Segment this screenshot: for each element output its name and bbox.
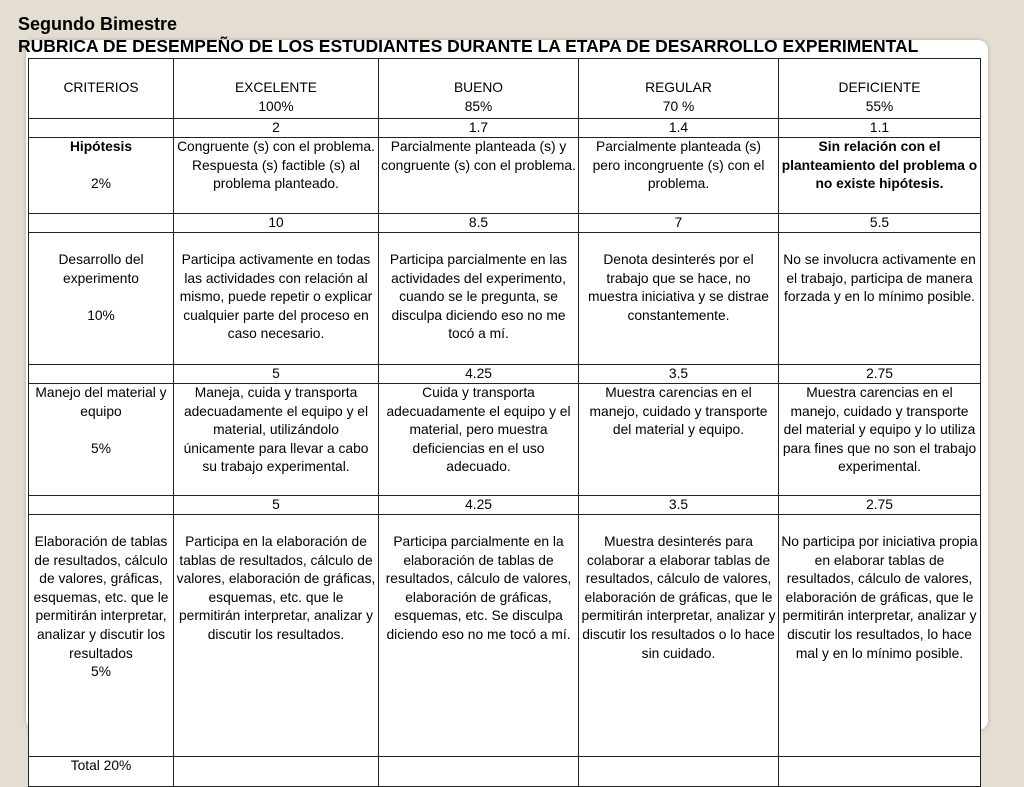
criterion-weight: 5% — [91, 440, 111, 456]
total-label: Total 20% — [29, 757, 174, 787]
points-cell: 7 — [579, 214, 779, 233]
points-cell: 5 — [174, 365, 379, 384]
points-cell: 1.7 — [379, 119, 579, 138]
criterion-name: Hipótesis — [69, 139, 133, 154]
criterion-row — [29, 515, 981, 757]
descriptor-deficiente: Muestra carencias en el manejo, cuidado y transporte del material y equipo y lo utiliza para fines que no son el trabajo experimental. — [779, 384, 981, 496]
total-row — [29, 757, 981, 787]
total-cell — [379, 757, 579, 787]
descriptor-excelente: Maneja, cuida y transporta adecuadamente el equipo y el material, utilizándolo únicamente para llevar a cabo su trabajo experimental. — [174, 384, 379, 496]
descriptor-regular: Parcialmente planteada (s) pero incongruente (s) con el problema. — [579, 138, 779, 214]
points-blank — [29, 496, 174, 515]
page-title: Segundo Bimestre — [18, 14, 178, 34]
points-cell: 10 — [174, 214, 379, 233]
descriptor-bueno: Participa parcialmente en las actividades del experimento, cuando se le pregunta, se disculpa diciendo eso no me tocó a mí. — [379, 233, 579, 365]
total-cell — [779, 757, 981, 787]
criterion-name: Desarrollo del experimento — [58, 252, 144, 286]
header-bueno: BUENO 85% — [379, 59, 579, 119]
points-cell: 5.5 — [779, 214, 981, 233]
criterion-cell — [29, 233, 174, 365]
points-cell: 2 — [174, 119, 379, 138]
points-blank — [29, 214, 174, 233]
criterion-weight: 5% — [91, 664, 111, 680]
criterion-name: Manejo del material y equipo — [35, 385, 167, 419]
criterion-weight: 2% — [91, 176, 111, 192]
descriptor-bueno: Parcialmente planteada (s) y congruente (s) con el problema. — [379, 138, 579, 214]
descriptor-deficiente: No participa por iniciativa propia en elaborar tablas de resultados, cálculo de valores, elaboración de gráficas, que le permitirán interpretar, analizar y discutir los resultados, lo hace mal y en lo mínimo posible. — [779, 515, 981, 757]
slide-heading — [18, 13, 1024, 57]
descriptor-excelente: Congruente (s) con el problema. Respuesta (s) factible (s) al problema planteado. — [174, 138, 379, 214]
descriptor-excelente: Participa en la elaboración de tablas de resultados, cálculo de valores, elaboración de gráficas, esquemas, etc. que le permitirán interpretar, analizar y discutir los resultados. — [174, 515, 379, 757]
descriptor-excelente: Participa activamente en todas las actividades con relación al mismo, puede repetir o explicar cualquier parte del proceso en caso necesario. — [174, 233, 379, 365]
header-excelente: EXCELENTE 100% — [174, 59, 379, 119]
points-cell: 4.25 — [379, 365, 579, 384]
criterion-row — [29, 233, 981, 365]
descriptor-bueno: Participa parcialmente en la elaboración de tablas de resultados, cálculo de valores, elaboración de gráficas, esquemas, etc. Se disculpa diciendo eso no me tocó a mí. — [379, 515, 579, 757]
points-cell: 3.5 — [579, 365, 779, 384]
points-cell: 4.25 — [379, 496, 579, 515]
total-cell — [174, 757, 379, 787]
criterion-row — [29, 138, 981, 214]
points-cell: 3.5 — [579, 496, 779, 515]
points-cell: 1.1 — [779, 119, 981, 138]
points-row — [29, 365, 981, 384]
points-cell: 2.75 — [779, 496, 981, 515]
header-regular: REGULAR 70 % — [579, 59, 779, 119]
points-row — [29, 214, 981, 233]
criterion-row — [29, 384, 981, 496]
descriptor-regular: Muestra carencias en el manejo, cuidado y transporte del material y equipo. — [579, 384, 779, 496]
criterion-name: Elaboración de tablas de resultados, cálculo de valores, gráficas, esquemas, etc. que le permitirán interpretar, analizar y discutir los resultados — [33, 534, 169, 661]
header-row — [29, 59, 981, 119]
descriptor-regular: Denota desinterés por el trabajo que se hace, no muestra iniciativa y se distrae constantemente. — [579, 233, 779, 365]
descriptor-deficiente: No se involucra activamente en el trabajo, participa de manera forzada y en lo mínimo posible. — [779, 233, 981, 365]
rubric-table — [28, 58, 981, 787]
descriptor-deficiente: Sin relación con el planteamiento del problema o no existe hipótesis. — [779, 138, 981, 214]
points-cell: 5 — [174, 496, 379, 515]
points-row — [29, 119, 981, 138]
points-row — [29, 496, 981, 515]
criterion-cell — [29, 515, 174, 757]
descriptor-regular: Muestra desinterés para colaborar a elaborar tablas de resultados, cálculo de valores, elaboración de gráficas, que le permitirán interpretar, analizar y discutir los resultados o lo hace sin cuidado. — [579, 515, 779, 757]
header-deficiente: DEFICIENTE 55% — [779, 59, 981, 119]
points-cell: 8.5 — [379, 214, 579, 233]
criterion-cell — [29, 138, 174, 214]
points-cell: 2.75 — [779, 365, 981, 384]
criterion-cell — [29, 384, 174, 496]
points-blank — [29, 365, 174, 384]
header-criterios: CRITERIOS — [29, 59, 174, 119]
points-blank — [29, 119, 174, 138]
criterion-weight: 10% — [87, 307, 115, 323]
total-cell — [579, 757, 779, 787]
points-cell: 1.4 — [579, 119, 779, 138]
descriptor-bueno: Cuida y transporta adecuadamente el equipo y el material, pero muestra deficiencias en el uso adecuado. — [379, 384, 579, 496]
page-subtitle: RUBRICA DE DESEMPEÑO DE LOS ESTUDIANTES DURANTE LA ETAPA DE DESARROLLO EXPERIMENTAL — [18, 36, 919, 56]
